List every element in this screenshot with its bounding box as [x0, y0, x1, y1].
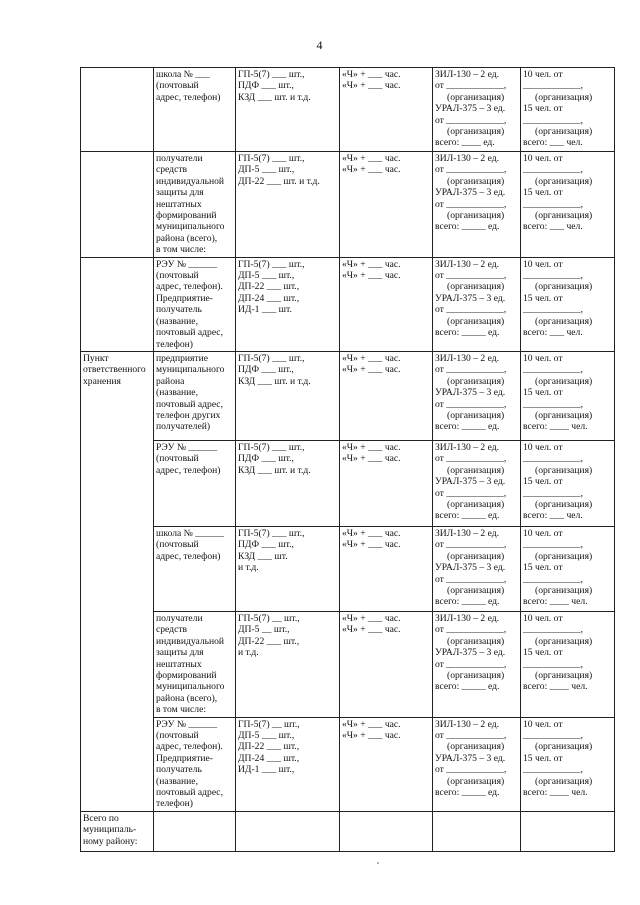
- recipient-cell: [154, 351, 236, 440]
- table-row: [81, 257, 615, 351]
- recipient-line: адрес, телефон): [156, 550, 221, 562]
- transport-line: всего: _____ ед.: [435, 596, 500, 608]
- items-cell: [236, 526, 340, 611]
- recipient-line: почтовый адрес,: [156, 398, 223, 410]
- recipient-line: в том числе:: [156, 704, 207, 716]
- items-line: КЗД ___ шт.: [238, 550, 288, 562]
- recipient-line: телефон): [156, 798, 193, 810]
- items-line: ГП-5(7) ___ шт.,: [238, 258, 305, 270]
- recipient-line: Предприятие-: [156, 752, 213, 764]
- people-cell: [521, 440, 615, 526]
- recipient-line: школа № ___: [156, 69, 210, 80]
- people-line: (организация): [535, 741, 593, 753]
- items-line: ДП-5 ___ шт.,: [238, 270, 295, 282]
- items-line: КЗД ___ шт. и т.д.: [238, 375, 311, 387]
- people-line: ____________,: [523, 164, 583, 176]
- transport-line: УРАЛ-375 – 3 ед.: [435, 103, 506, 115]
- people-line: 10 чел. от: [523, 718, 563, 730]
- transport-cell: [433, 152, 521, 258]
- items-line: и т.д.: [238, 562, 259, 574]
- time-cell: [340, 152, 433, 258]
- time-line: «Ч» + ___ час.: [342, 69, 401, 80]
- table-row: [81, 440, 615, 526]
- recipient-line: защиты для: [156, 647, 204, 659]
- transport-line: (организация): [447, 409, 505, 421]
- transport-cell: [433, 257, 521, 351]
- people-line: всего: ____ чел.: [523, 681, 588, 693]
- recipient-line: средств: [156, 624, 188, 636]
- transport-line: (организация): [447, 375, 505, 387]
- transport-line: всего: _____ ед.: [435, 681, 500, 693]
- recipient-line: почтовый адрес,: [156, 787, 223, 798]
- recipient-line: (почтовый: [156, 270, 199, 282]
- recipient-line: в том числе:: [156, 244, 207, 256]
- people-line: (организация): [535, 775, 593, 787]
- time-line: «Ч» + ___ час.: [342, 718, 401, 730]
- table-row: [81, 152, 615, 258]
- items-line: ДП-24 ___ шт.,: [238, 292, 300, 304]
- recipient-line: (почтовый: [156, 80, 199, 92]
- table-row: [81, 351, 615, 440]
- transport-cell: [433, 611, 521, 717]
- transport-line: от ____________,: [435, 624, 507, 636]
- time-cell: [340, 611, 433, 717]
- people-line: (организация): [535, 464, 593, 476]
- transport-line: (организация): [447, 635, 505, 647]
- transport-line: всего: _____ ед.: [435, 787, 500, 798]
- transport-line: от ____________,: [435, 453, 507, 465]
- table-row: [81, 611, 615, 717]
- transport-line: УРАЛ-375 – 3 ед.: [435, 476, 506, 488]
- people-line: 15 чел. от: [523, 387, 563, 399]
- recipient-cell: [154, 152, 236, 258]
- time-line: «Ч» + ___ час.: [342, 624, 401, 636]
- people-line: ____________,: [523, 764, 583, 776]
- transport-line: (организация): [447, 669, 505, 681]
- transport-line: ЗИЛ-130 – 2 ед.: [435, 441, 500, 453]
- time-cell: [340, 440, 433, 526]
- transport-line: ЗИЛ-130 – 2 ед.: [435, 69, 500, 80]
- transport-line: (организация): [447, 775, 505, 787]
- time-line: «Ч» + ___ час.: [342, 453, 401, 465]
- transport-line: (организация): [447, 126, 505, 138]
- table-body: [81, 68, 615, 852]
- items-line: ДП-5 ___ шт.,: [238, 729, 295, 741]
- people-line: всего: ___ чел.: [523, 221, 583, 233]
- people-line: (организация): [535, 281, 593, 293]
- time-line: «Ч» + ___ час.: [342, 270, 401, 282]
- items-cell: [236, 257, 340, 351]
- transport-line: УРАЛ-375 – 3 ед.: [435, 187, 506, 199]
- recipient-line: адрес, телефон).: [156, 741, 223, 753]
- transport-line: от ____________,: [435, 539, 507, 551]
- items-line: ДП-22 ___ шт. и т.д.: [238, 175, 320, 187]
- items-cell: [236, 152, 340, 258]
- total-cell: [154, 811, 236, 851]
- page-number: 4: [316, 38, 324, 52]
- transport-line: всего: _____ ед.: [435, 221, 500, 233]
- people-line: 15 чел. от: [523, 647, 563, 659]
- items-line: ГП-5(7) ___ шт.,: [238, 441, 305, 453]
- people-line: (организация): [535, 635, 593, 647]
- people-line: 15 чел. от: [523, 292, 563, 304]
- transport-line: от ____________,: [435, 364, 507, 376]
- transport-line: всего: ____ ед.: [435, 137, 495, 149]
- recipient-line: средств: [156, 164, 188, 176]
- total-label-cell: [81, 811, 154, 851]
- transport-line: от ____________,: [435, 764, 507, 776]
- people-line: всего: ___ чел.: [523, 327, 583, 339]
- recipient-line: почтовый адрес,: [156, 327, 223, 339]
- table-row: [81, 526, 615, 611]
- recipient-line: РЭУ № ______: [156, 441, 218, 453]
- recipient-line: телефон): [156, 338, 193, 350]
- transport-line: (организация): [447, 175, 505, 187]
- transport-line: ЗИЛ-130 – 2 ед.: [435, 258, 500, 270]
- recipient-line: формирований: [156, 210, 217, 222]
- total-cell: [433, 811, 521, 851]
- transport-line: УРАЛ-375 – 3 ед.: [435, 292, 506, 304]
- transport-line: всего: _____ ед.: [435, 327, 500, 339]
- people-line: ____________,: [523, 729, 583, 741]
- transport-cell: [433, 526, 521, 611]
- transport-line: УРАЛ-375 – 3 ед.: [435, 387, 506, 399]
- recipient-line: защиты для: [156, 187, 204, 199]
- items-line: ГП-5(7) __ шт.,: [238, 718, 300, 730]
- people-line: (организация): [535, 409, 593, 421]
- time-cell: [340, 717, 433, 811]
- transport-line: (организация): [447, 584, 505, 596]
- people-line: 15 чел. от: [523, 476, 563, 488]
- people-line: ____________,: [523, 398, 583, 410]
- people-cell: [521, 257, 615, 351]
- people-line: ____________,: [523, 453, 583, 465]
- people-line: ____________,: [523, 364, 583, 376]
- people-line: всего: ____ чел.: [523, 421, 588, 433]
- time-line: «Ч» + ___ час.: [342, 364, 401, 376]
- people-line: 10 чел. от: [523, 527, 563, 539]
- recipient-line: РЭУ № ______: [156, 718, 218, 730]
- time-cell: [340, 257, 433, 351]
- transport-line: от ____________,: [435, 114, 507, 126]
- transport-line: ЗИЛ-130 – 2 ед.: [435, 718, 500, 730]
- people-line: 15 чел. от: [523, 752, 563, 764]
- recipient-line: получатель: [156, 304, 202, 316]
- items-line: ДП-5 ___ шт.,: [238, 164, 295, 176]
- transport-line: (организация): [447, 498, 505, 510]
- items-line: КЗД ___ шт. и т.д.: [238, 91, 311, 103]
- total-cell: [521, 811, 615, 851]
- people-line: всего: ___ чел.: [523, 510, 583, 522]
- time-cell: [340, 351, 433, 440]
- people-line: 10 чел. от: [523, 441, 563, 453]
- people-line: ____________,: [523, 304, 583, 316]
- total-cell: [340, 811, 433, 851]
- recipient-line: адрес, телефон).: [156, 281, 223, 293]
- transport-cell: [433, 351, 521, 440]
- transport-line: (организация): [447, 210, 505, 222]
- items-line: ГП-5(7) ___ шт.,: [238, 352, 305, 364]
- people-line: ____________,: [523, 80, 583, 92]
- recipient-line: муниципального: [156, 681, 225, 693]
- items-line: ИД-1 ___ шт.,: [238, 764, 295, 776]
- recipient-line: адрес, телефон): [156, 464, 221, 476]
- transport-line: (организация): [447, 550, 505, 562]
- items-cell: [236, 68, 340, 152]
- recipient-line: (название,: [156, 775, 198, 787]
- recipient-line: муниципального: [156, 221, 225, 233]
- people-cell: [521, 717, 615, 811]
- items-cell: [236, 717, 340, 811]
- people-line: (организация): [535, 584, 593, 596]
- time-line: «Ч» + ___ час.: [342, 729, 401, 741]
- total-label: Всего по муниципаль-ному району:: [83, 812, 138, 847]
- people-cell: [521, 351, 615, 440]
- recipient-line: получатель: [156, 764, 202, 776]
- recipient-cell: [154, 611, 236, 717]
- recipient-line: РЭУ № ______: [156, 258, 218, 270]
- transport-line: ЗИЛ-130 – 2 ед.: [435, 153, 500, 164]
- people-cell: [521, 526, 615, 611]
- people-line: (организация): [535, 91, 593, 103]
- items-line: ИД-1 ___ шт.: [238, 304, 292, 316]
- people-line: ____________,: [523, 198, 583, 210]
- people-line: всего: ____ чел.: [523, 596, 588, 608]
- people-line: ____________,: [523, 624, 583, 636]
- recipient-line: адрес, телефон): [156, 91, 221, 103]
- recipient-cell: [154, 68, 236, 152]
- people-line: (организация): [535, 669, 593, 681]
- time-line: «Ч» + ___ час.: [342, 527, 401, 539]
- transport-line: от ____________,: [435, 80, 507, 92]
- time-cell: [340, 68, 433, 152]
- transport-line: ЗИЛ-130 – 2 ед.: [435, 527, 500, 539]
- people-line: (организация): [535, 550, 593, 562]
- recipient-line: (почтовый: [156, 539, 199, 551]
- total-cell: [236, 811, 340, 851]
- transport-line: от ____________,: [435, 304, 507, 316]
- people-line: 10 чел. от: [523, 352, 563, 364]
- recipient-line: нештатных: [156, 198, 202, 210]
- people-line: 10 чел. от: [523, 153, 563, 164]
- transport-line: от ____________,: [435, 198, 507, 210]
- people-line: (организация): [535, 498, 593, 510]
- recipient-line: района (всего),: [156, 232, 218, 244]
- people-line: ____________,: [523, 270, 583, 282]
- people-line: 10 чел. от: [523, 69, 563, 80]
- people-line: ____________,: [523, 573, 583, 585]
- pickup-point-cell-empty: [81, 152, 154, 258]
- people-line: 15 чел. от: [523, 103, 563, 115]
- transport-cell: [433, 717, 521, 811]
- items-line: ГП-5(7) ___ шт.,: [238, 69, 305, 80]
- items-line: и т.д.: [238, 647, 259, 659]
- people-line: 15 чел. от: [523, 187, 563, 199]
- transport-line: от ____________,: [435, 164, 507, 176]
- recipient-line: получатели: [156, 612, 203, 624]
- transport-line: от ____________,: [435, 270, 507, 282]
- items-line: ГП-5(7) ___ шт.,: [238, 527, 305, 539]
- people-cell: [521, 611, 615, 717]
- recipient-cell: [154, 257, 236, 351]
- people-line: ____________,: [523, 539, 583, 551]
- items-cell: [236, 611, 340, 717]
- recipient-cell: [154, 526, 236, 611]
- transport-cell: [433, 440, 521, 526]
- transport-line: от ____________,: [435, 398, 507, 410]
- items-cell: [236, 351, 340, 440]
- recipient-line: (почтовый: [156, 453, 199, 465]
- items-line: ПДФ ___ шт.,: [238, 453, 294, 465]
- people-line: ____________,: [523, 114, 583, 126]
- transport-line: ЗИЛ-130 – 2 ед.: [435, 352, 500, 364]
- items-line: ГП-5(7) __ шт.,: [238, 612, 300, 624]
- transport-line: (организация): [447, 281, 505, 293]
- transport-line: от ____________,: [435, 487, 507, 499]
- table-row: [81, 717, 615, 811]
- time-line: «Ч» + ___ час.: [342, 80, 401, 92]
- people-line: (организация): [535, 126, 593, 138]
- transport-line: от ____________,: [435, 729, 507, 741]
- recipient-line: формирований: [156, 669, 217, 681]
- people-line: (организация): [535, 210, 593, 222]
- transport-line: УРАЛ-375 – 3 ед.: [435, 752, 506, 764]
- transport-line: всего: _____ ед.: [435, 510, 500, 522]
- total-row: [81, 811, 615, 851]
- transport-line: УРАЛ-375 – 3 ед.: [435, 562, 506, 574]
- items-line: ДП-5 __ шт.,: [238, 624, 290, 636]
- transport-line: ЗИЛ-130 – 2 ед.: [435, 612, 500, 624]
- recipient-line: (почтовый: [156, 729, 199, 741]
- pickup-point-cell-empty: [81, 68, 154, 152]
- people-line: 15 чел. от: [523, 562, 563, 574]
- recipient-line: школа № ______: [156, 527, 225, 539]
- time-cell: [340, 526, 433, 611]
- people-line: 10 чел. от: [523, 258, 563, 270]
- transport-line: (организация): [447, 741, 505, 753]
- pickup-point-cell-empty: [81, 257, 154, 351]
- items-line: ДП-24 ___ шт.,: [238, 752, 300, 764]
- transport-line: (организация): [447, 464, 505, 476]
- people-line: (организация): [535, 315, 593, 327]
- time-line: «Ч» + ___ час.: [342, 258, 401, 270]
- people-cell: [521, 152, 615, 258]
- time-line: «Ч» + ___ час.: [342, 612, 401, 624]
- time-line: «Ч» + ___ час.: [342, 153, 401, 164]
- time-line: «Ч» + ___ час.: [342, 539, 401, 551]
- people-line: 10 чел. от: [523, 612, 563, 624]
- recipient-cell: [154, 440, 236, 526]
- transport-line: (организация): [447, 91, 505, 103]
- time-line: «Ч» + ___ час.: [342, 352, 401, 364]
- items-line: ГП-5(7) ___ шт.,: [238, 153, 305, 164]
- transport-line: от ____________,: [435, 658, 507, 670]
- transport-line: от ____________,: [435, 573, 507, 585]
- table-row: [81, 68, 615, 152]
- recipient-cell: [154, 717, 236, 811]
- people-line: (организация): [535, 175, 593, 187]
- people-line: ____________,: [523, 487, 583, 499]
- transport-line: всего: _____ ед.: [435, 421, 500, 433]
- items-line: ДП-22 ___ шт.,: [238, 741, 300, 753]
- recipient-line: индивидуальной: [156, 635, 225, 647]
- people-cell: [521, 68, 615, 152]
- items-line: КЗД ___ шт. и т.д.: [238, 464, 311, 476]
- time-line: «Ч» + ___ час.: [342, 164, 401, 176]
- pickup-point-label: Пункт ответственного хранения: [83, 352, 146, 387]
- recipient-line: муниципального: [156, 364, 225, 376]
- recipient-line: получатели: [156, 153, 203, 164]
- recipient-line: (название,: [156, 387, 198, 399]
- transport-cell: [433, 68, 521, 152]
- recipient-line: (название,: [156, 315, 198, 327]
- people-line: (организация): [535, 375, 593, 387]
- transport-line: (организация): [447, 315, 505, 327]
- recipient-line: района: [156, 375, 185, 387]
- distribution-table: [80, 67, 615, 852]
- scan-speck: [377, 862, 379, 864]
- items-line: ПДФ ___ шт.,: [238, 539, 294, 551]
- time-line: «Ч» + ___ час.: [342, 441, 401, 453]
- items-line: ПДФ ___ шт.,: [238, 364, 294, 376]
- recipient-line: индивидуальной: [156, 175, 225, 187]
- transport-line: УРАЛ-375 – 3 ед.: [435, 647, 506, 659]
- items-line: ДП-22 ___ шт.,: [238, 635, 300, 647]
- recipient-line: получателей): [156, 421, 211, 433]
- pickup-point-cell: [81, 351, 154, 811]
- people-line: всего: ___ чел.: [523, 137, 583, 149]
- recipient-line: предприятие: [156, 352, 209, 364]
- items-line: ДП-22 ___ шт.,: [238, 281, 300, 293]
- recipient-line: Предприятие-: [156, 292, 213, 304]
- people-line: ____________,: [523, 658, 583, 670]
- recipient-line: района (всего),: [156, 692, 218, 704]
- people-line: всего: ____ чел.: [523, 787, 588, 798]
- items-cell: [236, 440, 340, 526]
- recipient-line: нештатных: [156, 658, 202, 670]
- items-line: ПДФ ___ шт.,: [238, 80, 294, 92]
- recipient-line: телефон других: [156, 409, 221, 421]
